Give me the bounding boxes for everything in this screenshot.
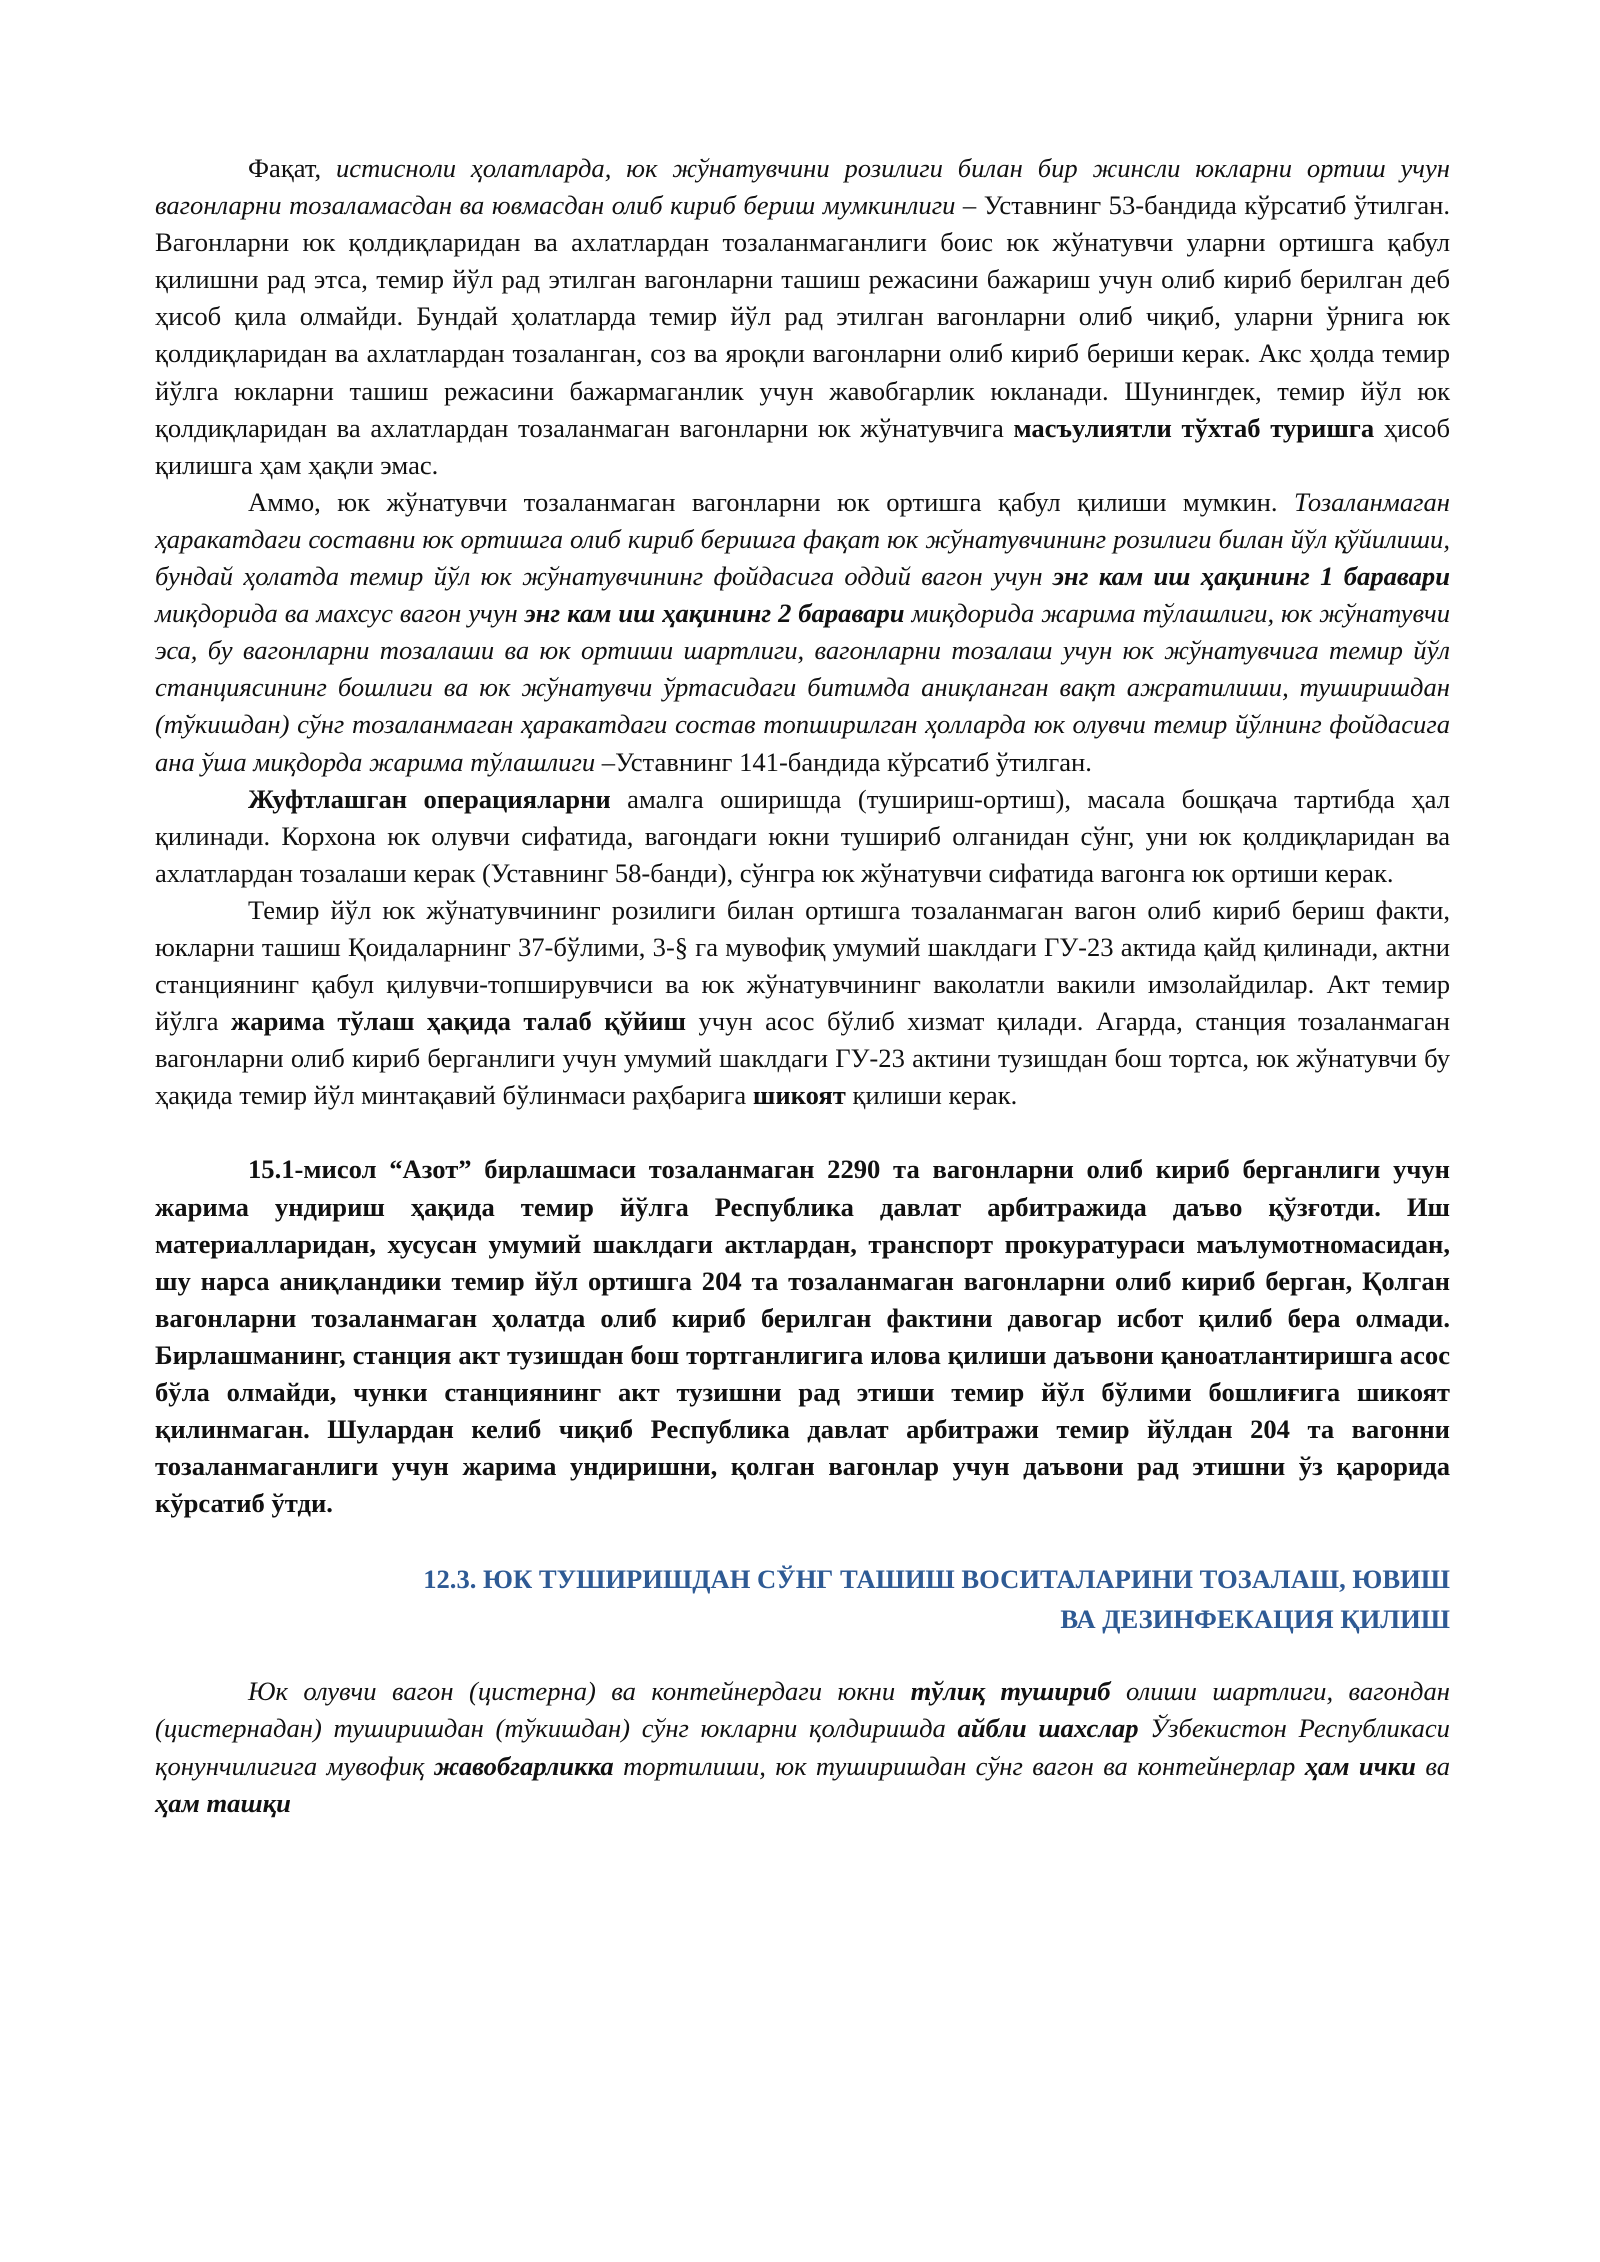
section-heading-line-1: 12.3. ЮК ТУШИРИШДАН СЎНГ ТАШИШ ВОСИТАЛАРИНИ ТОЗАЛАШ, ЮВИШ	[423, 1564, 1450, 1595]
text-run: ҳисоб қилишга ҳам ҳақли эмас.	[155, 412, 1451, 480]
text-run: Аммо, юк жўнатувчи тозаланмаган вагонларни юк ортишга қабул қилиши мумкин.	[248, 486, 1294, 517]
paragraph-2	[155, 484, 1450, 781]
example-15-1	[155, 1151, 1450, 1522]
section-heading	[155, 1559, 1450, 1639]
text-run: учун асос бўлиб хизмат қилади. Агарда, станция тозаланмаган вагонларни олиб кириб берганлиги учун умумий шаклдаги ГУ-23 актини тузишдан бош тортса, юк жўнатувчи бу ҳақида темир йўл минтақавий бўлинмаси раҳбарига	[155, 1006, 1450, 1111]
text-run: – Уставнинг 53-бандида кўрсатиб ўтилган. Вагонларни юк қолдиқларидан ва ахлатлардан тозаланмаганлиги боис юк жўнатувчи уларни ортишга қабул қилишни рад этса, темир йўл рад этилган вагонларни ташиш режасини бажариш учун олиб кириб берилган деб ҳисоб қила олмайди. Бундай ҳолатларда темир йўл рад этилган вагонларни олиб чиқиб, уларни ўрнига юк қолдиқларидан ва ахлатлардан тозаланган, соз ва яроқли вагонларни олиб кириб бериши керак. Акс ҳолда темир йўлга юкларни ташиш режасини бажармаганлик учун жавобгарлик юкланади. Шунингдек, темир йўл юк қолдиқларидан ва ахлатлардан тозаланмаган вагонларни юк жўнатувчига	[155, 190, 1451, 443]
paragraph-1	[155, 150, 1450, 484]
text-run: қилиши керак.	[845, 1080, 1018, 1111]
italic-run: тортилиши, юк туширишдан сўнг вагон ва контейнерлар	[613, 1750, 1305, 1781]
bold-italic-run: тўлиқ тушириб	[910, 1676, 1111, 1707]
paragraph-3	[155, 781, 1450, 892]
bold-italic-run: жавобгарликка	[433, 1750, 614, 1781]
italic-run: Юк олувчи вагон (цистерна) ва контейнердаги юкни	[248, 1676, 911, 1707]
bold-italic-run: энг кам иш ҳақининг 2 баравари	[524, 598, 905, 629]
italic-run: миқдорида ва махсус вагон учун	[155, 598, 525, 629]
text-run: –Уставнинг 141-бандида кўрсатиб ўтилган.	[595, 746, 1092, 777]
paragraph-6	[155, 1673, 1450, 1821]
section-heading-line-2: ВА ДЕЗИНФЕКАЦИЯ ҚИЛИШ	[1060, 1604, 1450, 1635]
document-page	[155, 150, 1450, 1822]
bold-italic-run: энг кам иш ҳақининг 1 баравари	[1052, 561, 1450, 592]
bold-run: масъулиятли тўхтаб туришга	[1013, 412, 1375, 443]
bold-italic-run: айбли шахслар	[957, 1713, 1139, 1744]
example-text: 15.1-мисол “Азот” бирлашмаси тозаланмаган 2290 та вагонларни олиб кириб берганлиги учун жарима ундириш ҳақида темир йўлга Республика давлат арбитражида даъво қўзғотди. Иш материалларидан, хусусан умумий шаклдаги актлардан, транспорт прокуратураси маълумотномасидан, шу нарса аниқландики темир йўл ортишга 204 та тозаланмаган вагонларни олиб кириб берган, Қолган вагонларни тозаланмаган ҳолатда олиб кириб берилган фактини давогар исбот қилиб бера олмади. Бирлашманинг, станция акт тузишдан бош тортганлигига илова қилиши даъвони қаноатлантиришга асос бўла олмайди, чунки станциянинг акт тузишни рад этиши темир йўл бўлими бошлиғига шикоят қилинмаган. Шулардан келиб чиқиб Республика давлат арбитражи темир йўлдан 204 та вагонни тозаланмаганлиги учун жарима ундиришни, қолган вагонлар учун даъвони рад этишни ўз қарорида кўрсатиб ўтди.	[155, 1154, 1450, 1519]
bold-run: шикоят	[752, 1080, 846, 1111]
text-run: амалга оширишда (тушириш-ортиш), масала бошқача тартибда ҳал қилинади. Корхона юк олувчи сифатида, вагондаги юкни тушириб олганидан сўнг, уни юк қолдиқларидан ва ахлатлардан тозалаши керак (Уставнинг 58-банди), сўнгра юк жўнатувчи сифатида вагонга юк ортиши керак.	[155, 783, 1450, 888]
bold-italic-run: ҳам ташқи	[155, 1787, 291, 1818]
bold-italic-run: ҳам ички	[1304, 1750, 1416, 1781]
text-run: Темир йўл юк жўнатувчининг розилиги билан ортишга тозаланмаган вагон олиб кириб бериш факти, юкларни ташиш Қоидаларнинг 37-бўлими, 3-§ га мувофиқ умумий шаклдаги ГУ-23 актида қайд қилинади, актни станциянинг қабул қилувчи-топширувчиси ва юк жўнатувчининг ваколатли вакили имзолайдилар. Акт темир йўлга	[155, 894, 1450, 1037]
paragraph-4	[155, 892, 1450, 1115]
text-run: Фақат,	[248, 153, 336, 183]
italic-run: Тозаланмаган ҳаракатдаги составни юк ортишга олиб кириб беришга фақат юк жўнатувчининг розилиги билан йўл қўйилиши, бундай ҳолатда темир йўл юк жўнатувчининг фойдасига оддий вагон учун	[155, 486, 1450, 592]
italic-run: олиши шартлиги, вагондан (цистернадан) туширишдан (тўкишдан) сўнг юкларни қолдиришда	[155, 1676, 1450, 1744]
bold-run: Жуфтлашган операцияларни	[248, 783, 611, 814]
bold-run: жарима тўлаш ҳақида талаб қўйиш	[230, 1006, 686, 1037]
italic-run: миқдорида жарима тўлашлиги, юк жўнатувчи эса, бу вагонларни тозалаши ва юк ортиши шартлиги, вагонларни тозалаш учун юк жўнатувчига темир йўл станциясининг бошлиги ва юк жўнатувчи ўртасидаги битимда аниқланган вақт ажратилиши, туширишдан (тўкишдан) сўнг тозаланмаган ҳаракатдаги состав топширилган ҳолларда юк олувчи темир йўлнинг фойдасига ана ўша миқдорда жарима тўлашлиги	[155, 598, 1450, 777]
italic-run: ва	[1415, 1750, 1451, 1781]
italic-run: Ўзбекистон Республикаси қонунчилигига мувофиқ	[155, 1713, 1450, 1781]
italic-run: истисноли ҳолатларда, юк жўнатувчини розилиги билан бир жинсли юкларни ортиш учун вагонларни тозаламасдан ва ювмасдан олиб кириб бериш мумкинлиги	[155, 153, 1450, 221]
